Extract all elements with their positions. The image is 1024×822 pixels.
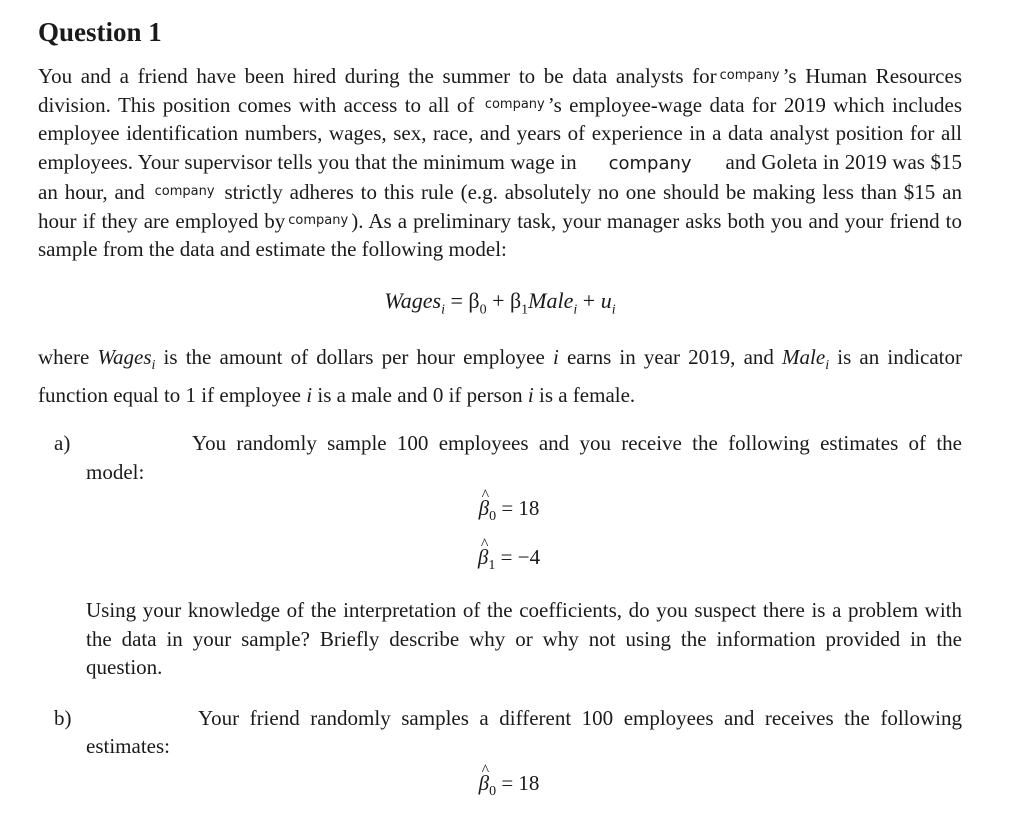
model-sub: i [611, 301, 616, 317]
company-placeholder: company [288, 212, 349, 228]
intro-text-5: strictly adheres to this rule (e.g. absolutely no one should be making less than $15 an hour if they are employed by [38, 180, 963, 233]
question-heading: Question 1 [38, 17, 162, 47]
estimate-value: = −4 [495, 545, 541, 570]
model-wages: Wages [384, 287, 442, 313]
intro-text-1: You and a friend have been hired during the summer to be data analysts for [38, 64, 717, 88]
intro-paragraph [38, 62, 962, 264]
company-placeholder: company [154, 184, 215, 199]
part-a-label: a) [54, 431, 71, 456]
intro-text-4: and Goleta in 2019 was $15 an hour, and [38, 149, 962, 204]
beta-hat-symbol: ^ β [479, 488, 489, 528]
where-math: Wages [97, 344, 152, 369]
model-sub: i [441, 301, 445, 317]
intro-text-6: ). As a preliminary task, your manager asks both you and your friend to sample from the data and estimate the following model: [38, 208, 962, 261]
where-math: i [552, 344, 559, 369]
where-text: is the amount of dollars per hour employee [155, 344, 553, 369]
part-a [38, 429, 962, 682]
question-page [38, 14, 962, 822]
model-plus: + [577, 287, 601, 313]
beta-hat-symbol: ^ β [479, 763, 489, 803]
where-text: is a male and 0 if person [312, 382, 528, 407]
where-math: Male [782, 344, 826, 369]
estimate-beta0 [86, 488, 932, 537]
model-u: u [600, 287, 612, 313]
model-sub: 0 [479, 301, 487, 317]
company-placeholder: company [608, 152, 692, 174]
estimate-sub: 0 [489, 509, 497, 525]
part-a-estimates [86, 488, 962, 586]
estimate-sub: 1 [488, 558, 496, 574]
part-a-text: You randomly sample 100 employees and you receive the following estimates of the model: [86, 431, 962, 484]
where-paragraph [38, 343, 962, 409]
estimate-value: = 18 [496, 496, 540, 521]
where-text: is an indicator function equal to 1 if employee [38, 344, 962, 407]
where-sub: i [825, 358, 830, 374]
model-equation [38, 286, 962, 325]
beta-hat-symbol: ^ β [478, 537, 488, 577]
where-text: where [38, 344, 98, 369]
part-b-text: Your friend randomly samples a different 100 employees and receives the following estimates: [86, 705, 962, 759]
intro-text-2: ’s Human Resources division. This position comes with access to all of [38, 64, 962, 117]
model-plus: + β [486, 287, 522, 313]
estimate-sub: 0 [489, 784, 497, 800]
where-sub: i [151, 358, 156, 374]
part-a-question: Using your knowledge of the interpretation of the coefficients, do you suspect there is a problem with the data in your sample? Briefly describe why or why not using the information provided in the question. [86, 598, 962, 680]
company-placeholder: company [719, 68, 780, 83]
part-b-estimates [86, 763, 962, 812]
part-b [38, 704, 962, 812]
estimate-beta0 [86, 763, 932, 812]
intro-text-3: ’s employee-wage data for 2019 which includes employee identification numbers, wages, sex, race, and years of experience in a data analyst position for all employees. Your supervisor tells you that the minimum wage in [38, 92, 962, 174]
company-placeholder: company [484, 96, 545, 112]
part-b-label: b) [54, 705, 72, 730]
where-math: i [527, 382, 534, 407]
where-math: i [306, 382, 313, 407]
where-text: earns in year 2019, and [558, 344, 783, 369]
where-text: is a female. [533, 382, 636, 407]
estimate-beta1 [86, 537, 932, 586]
model-male: Male [528, 287, 574, 313]
estimate-value: = 18 [496, 770, 540, 795]
model-eq: = β [444, 287, 480, 313]
model-sub: i [573, 301, 578, 317]
model-sub: 1 [521, 301, 529, 317]
